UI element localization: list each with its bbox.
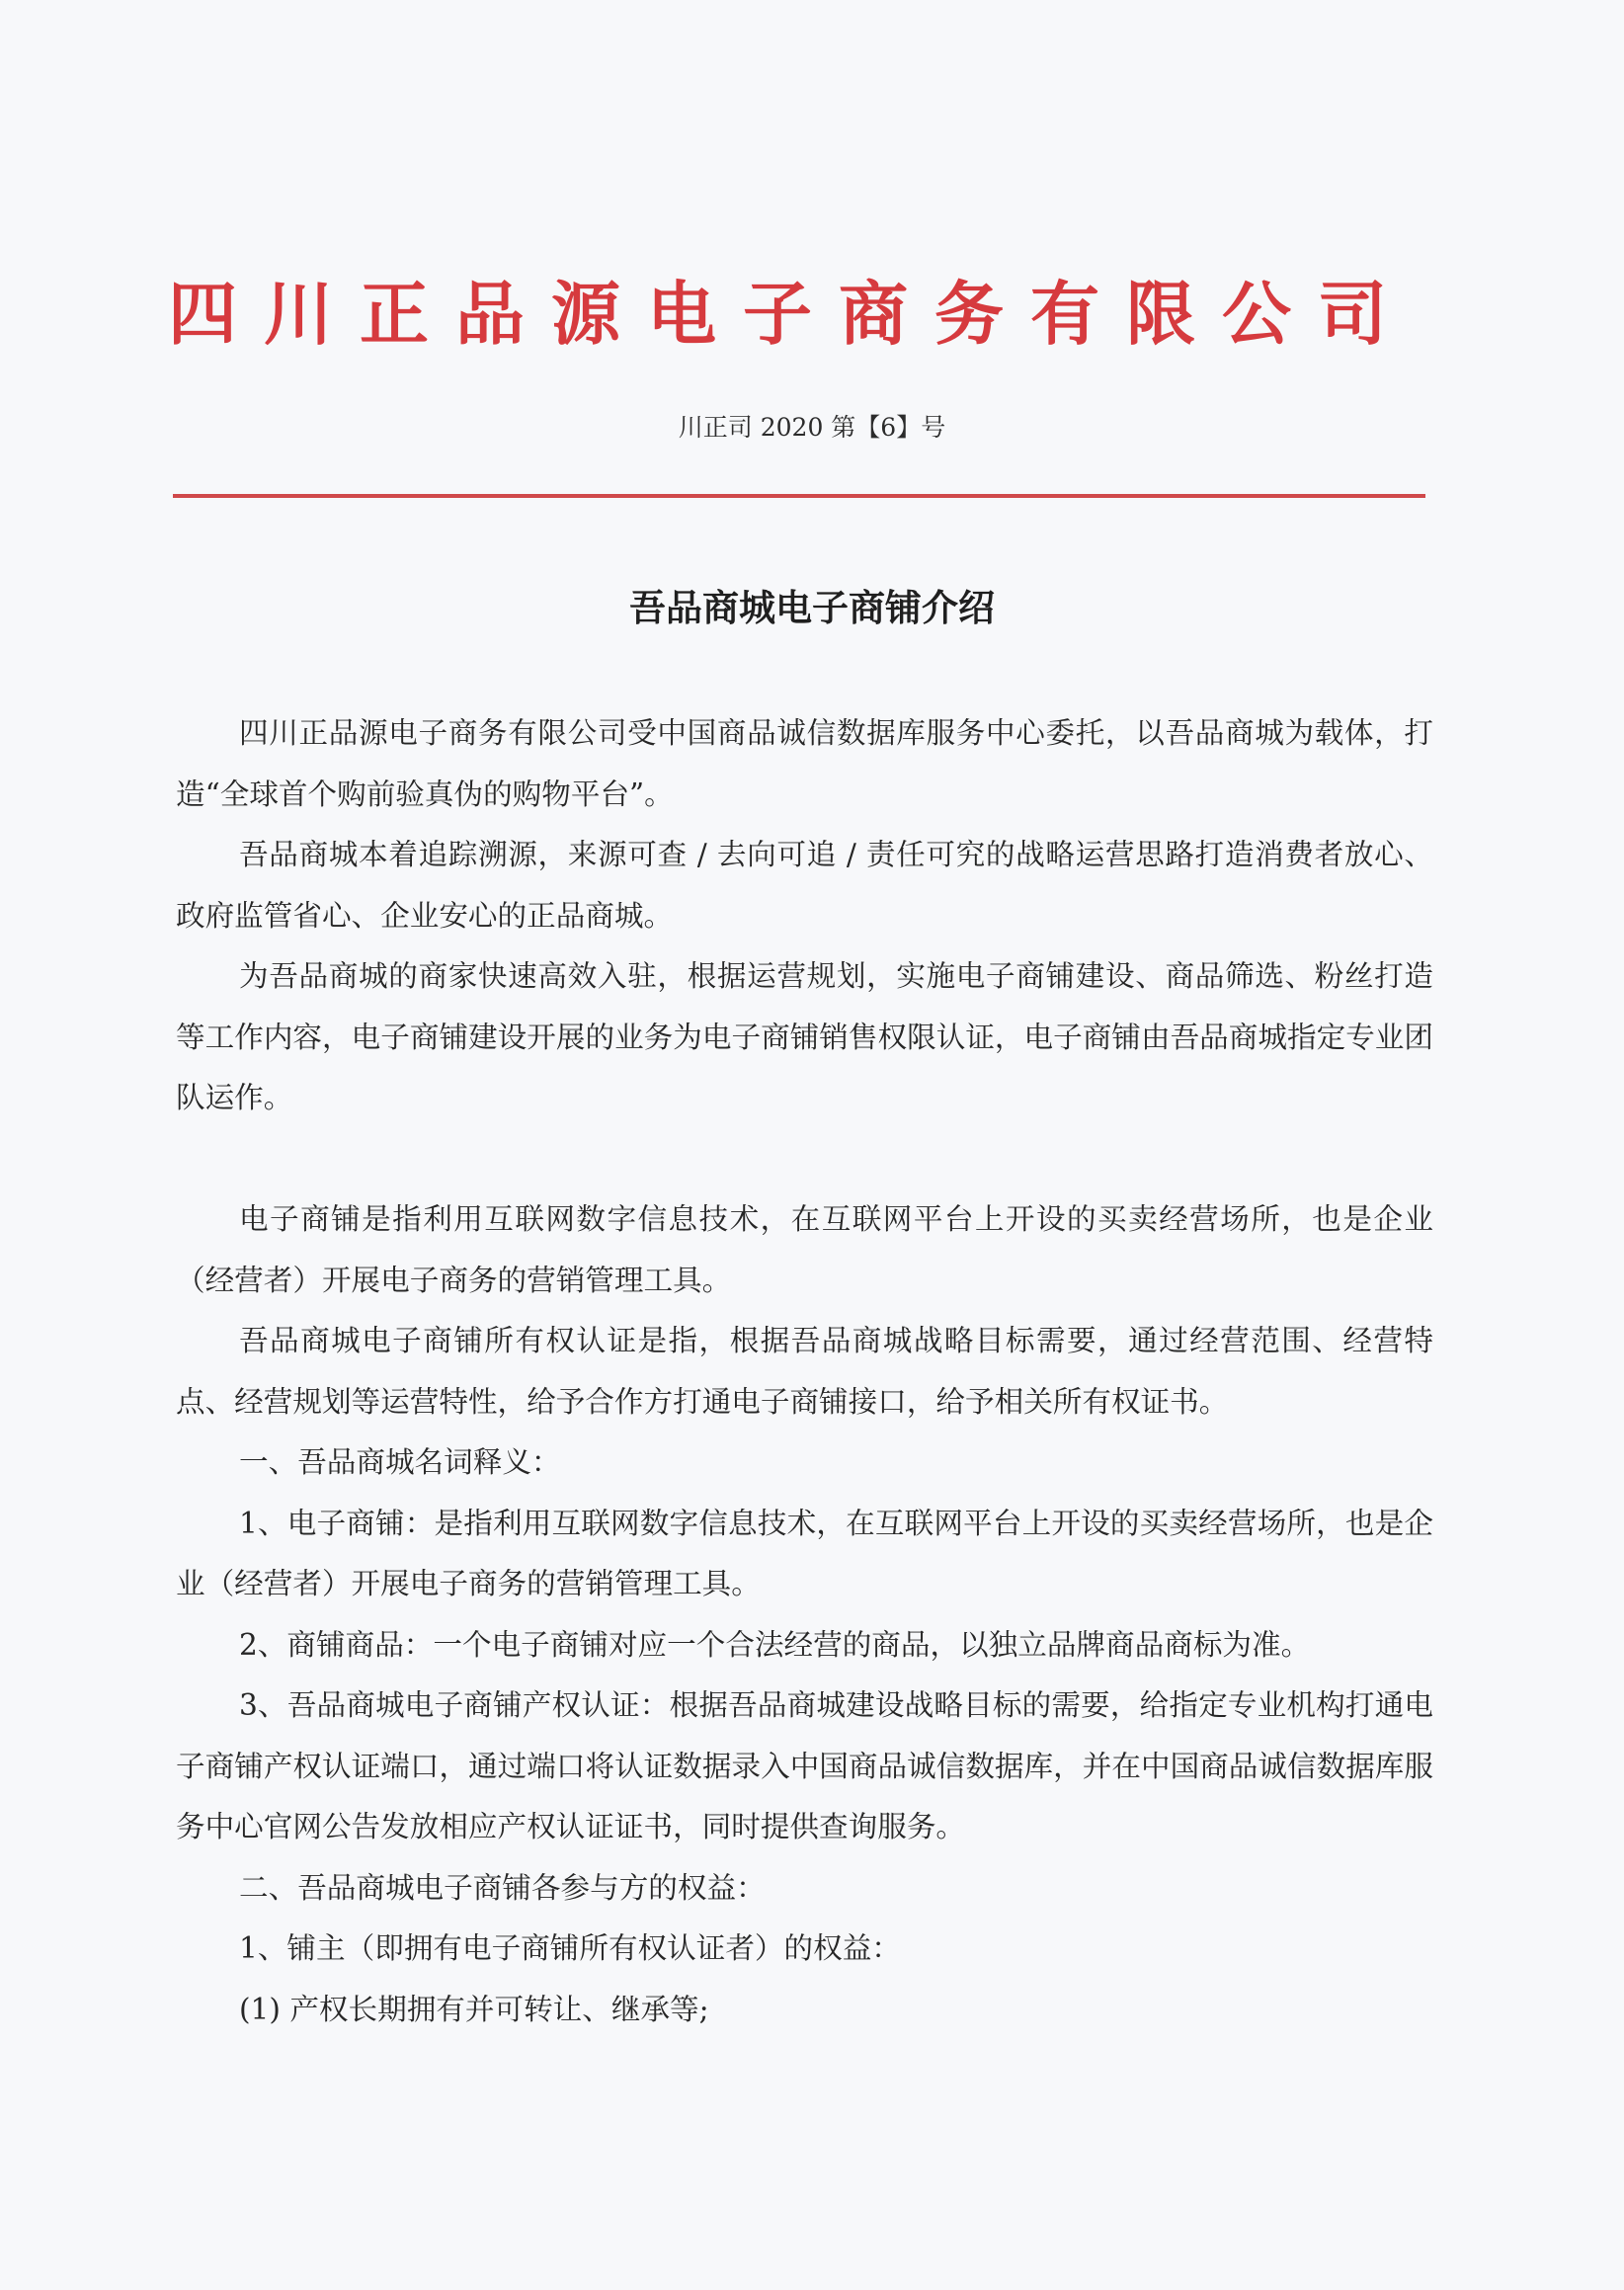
section-heading-terms: 一、吾品商城名词释义： [239, 1445, 561, 1479]
document-title: 吾品商城电子商铺介绍 [629, 586, 995, 629]
paragraph-merchant-onboarding: 为吾品商城的商家快速高效入驻，根据运营规划，实施电子商铺建设、商品筛选、粉丝打造等工作内容，电子商铺建设开展的业务为电子商铺销售权限认证，电子商铺由吾品商城指定专业团队运作。 [176, 959, 1433, 1114]
red-divider-line [173, 494, 1425, 498]
document-body [176, 703, 1433, 2040]
paragraph-strategy: 吾品商城本着追踪溯源，来源可查 / 去向可追 / 责任可究的战略运营思路打造消费者放心、政府监管省心、企业安心的正品商城。 [176, 838, 1433, 933]
paragraph-eshop-definition: 电子商铺是指利用互联网数字信息技术，在互联网平台上开设的买卖经营场所，也是企业（经营者）开展电子商务的营销管理工具。 [176, 1202, 1433, 1297]
term-item-eshop: 1、电子商铺：是指利用互联网数字信息技术，在互联网平台上开设的买卖经营场所，也是企业（经营者）开展电子商务的营销管理工具。 [176, 1506, 1433, 1600]
paragraph-ownership-certification: 吾品商城电子商铺所有权认证是指，根据吾品商城战略目标需要，通过经营范围、经营特点、经营规划等运营特性，给予合作方打通电子商铺接口，给予相关所有权证书。 [176, 1324, 1433, 1419]
term-item-property-certification: 3、吾品商城电子商铺产权认证：根据吾品商城建设战略目标的需要，给指定专业机构打通电子商铺产权认证端口，通过端口将认证数据录入中国商品诚信数据库，并在中国商品诚信数据库服务中心官网公告发放相应产权认证证书，同时提供查询服务。 [176, 1688, 1433, 1843]
rights-item-owner: 1、铺主（即拥有电子商铺所有权认证者）的权益： [239, 1931, 901, 1965]
rights-subitem-1: (1) 产权长期拥有并可转让、继承等; [239, 1992, 709, 2026]
document-number: 川正司 2020 第【6】号 [678, 413, 946, 442]
company-letterhead: 四川正品源电子商务有限公司 [168, 274, 1414, 355]
paragraph-intro: 四川正品源电子商务有限公司受中国商品诚信数据库服务中心委托，以吾品商城为载体，打造“全球首个购前验真伪的购物平台”。 [176, 716, 1433, 811]
section-heading-rights: 二、吾品商城电子商铺各参与方的权益： [239, 1870, 766, 1905]
term-item-shop-goods: 2、商铺商品：一个电子商铺对应一个合法经营的商品，以独立品牌商品商标为准。 [239, 1627, 1311, 1662]
